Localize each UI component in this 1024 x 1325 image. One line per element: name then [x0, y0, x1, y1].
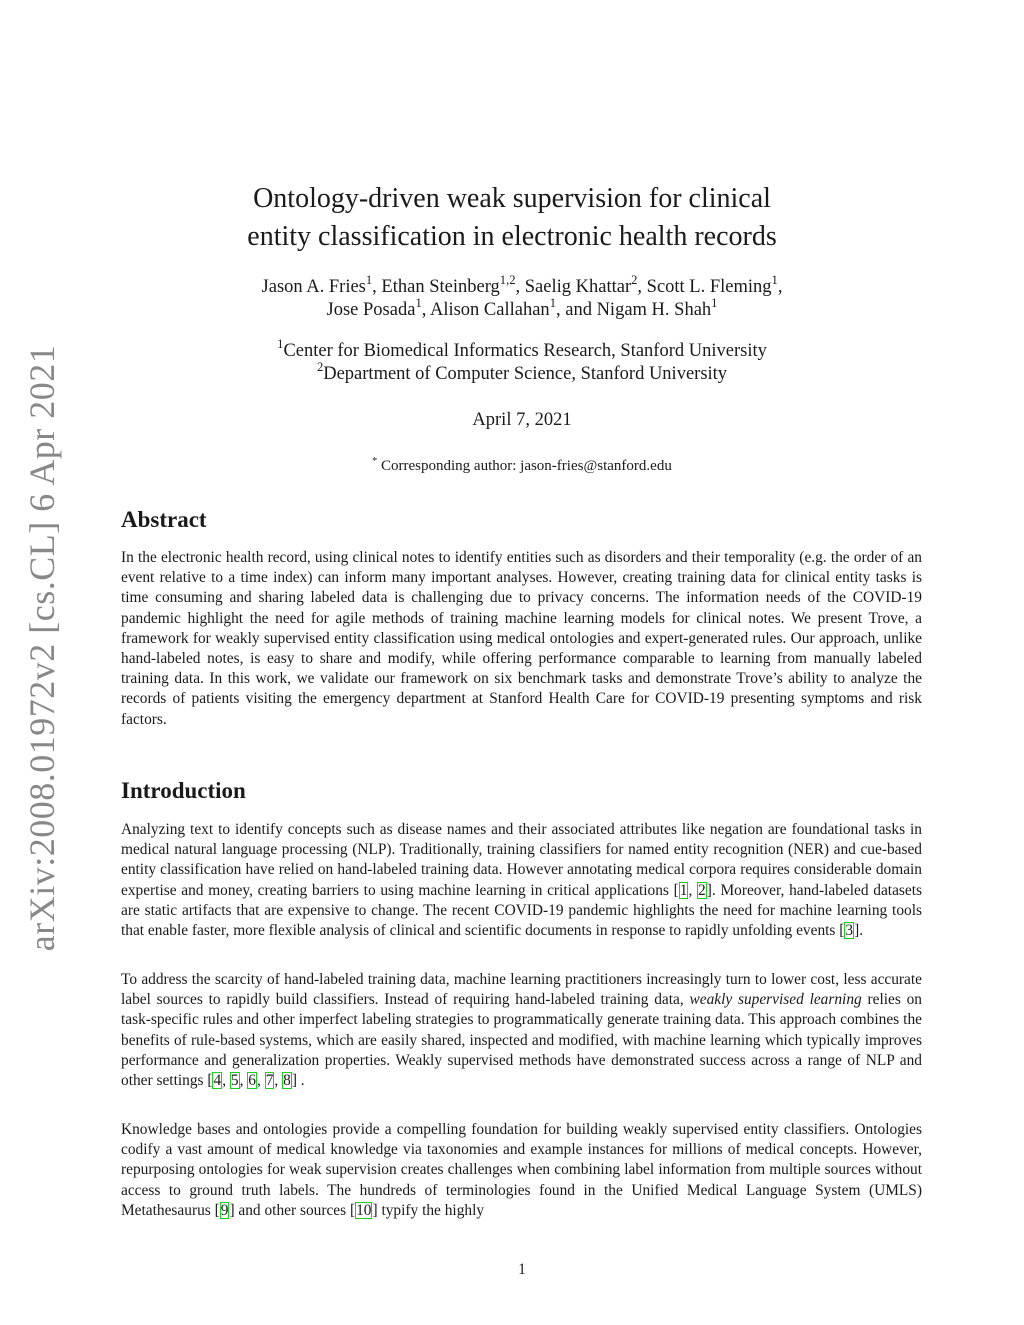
citation-link-6[interactable]: 6: [248, 1072, 256, 1090]
abstract-paragraph: In the electronic health record, using clinical notes to identify entities such as disorders and their temporality (e.g. the order of an event relative to a time index) can inform many important analyses. However, creating training data for clinical entity tasks is time consuming and sharing labeled data is challenging due to privacy concerns. The information needs of the COVID-19 pandemic highlight the need for agile methods of training machine learning models for clinical notes. We present Trove, a framework for weakly supervised entity classification using medical ontologies and expert-generated rules. Our approach, unlike hand-labeled notes, is easy to share and modify, while offering performance comparable to learning from manually labeled training data. In this work, we validate our framework on six benchmark tasks and demonstrate Trove’s ability to analyze the records of patients visiting the emergency department at Stanford Health Care for COVID-19 presenting symptoms and risk factors.: [121, 549, 922, 728]
citation-link-10[interactable]: 10: [356, 1201, 372, 1219]
author-line-1: [0, 273, 1024, 299]
emphasis-term: weakly supervised learning: [689, 991, 862, 1009]
author-name: Jose Posada: [326, 300, 416, 320]
citation-link-4[interactable]: 4: [213, 1072, 222, 1090]
author-name: , Saelig Khattar: [515, 277, 632, 297]
author-name: , and Nigam H. Shah: [555, 300, 712, 320]
paper-title: [0, 180, 1024, 256]
intro-paragraph-1: Analyzing text to identify concepts such as disease names and their associated attributes like negation are foundational tasks in medical natural language processing (NLP). Traditionally, training classifiers for named entity recognition (NER) and cue-based entity classification have relied on hand-labeled training data. However annotating medical corpora requires considerable domain expertise and money, creating barriers to using machine learning in critical applications [1, 2]. Moreover, hand-labeled datasets are static artifacts that are expensive to change. The recent COVID-19 pandemic highlights the need for machine learning tools that enable faster, more flexible analysis of clinical and scientific documents in response to rapidly unfolding events [3].: [121, 821, 922, 940]
author-affil-mark: 2: [631, 273, 638, 288]
abstract-body: [121, 548, 922, 730]
affiliation-2: $^2$Department of Computer Science, Stanford University: [316, 360, 728, 384]
citation-link-7[interactable]: 7: [265, 1072, 274, 1090]
affiliations: [0, 337, 1024, 386]
corresponding-author: [0, 457, 1024, 476]
author-name: Jason A. Fries: [261, 277, 366, 297]
author-separator: ,: [777, 277, 783, 297]
abstract-heading: Abstract: [121, 507, 207, 532]
introduction-heading: Introduction: [121, 778, 246, 803]
citation-link-9[interactable]: 9: [220, 1201, 229, 1219]
citation-link-8[interactable]: 8: [283, 1072, 291, 1090]
title-line-1: Ontology-driven weak supervision for clinical: [253, 183, 771, 214]
author-affil-mark: 1,2: [499, 273, 516, 288]
corresponding-text: Corresponding author: jason-fries@stanford.edu: [377, 458, 672, 474]
intro-paragraph-3: Knowledge bases and ontologies provide a compelling foundation for building weakly supervised entity classifiers. Ontologies codify a vast amount of medical knowledge via taxonomies and example instances for millions of medical concepts. However, repurposing ontologies for weak supervision creates challenges when combining label information from multiple sources without access to ground truth labels. The hundreds of terminologies found in the Unified Medical Language System (UMLS) Metathesaurus [9] and other sources [10] typify the highly: [121, 1121, 922, 1219]
author-affil-mark: 1: [771, 273, 778, 288]
author-name: , Ethan Steinberg: [372, 277, 500, 297]
intro-paragraph-2: To address the scarcity of hand-labeled training data, machine learning practitioners increasingly turn to lower cost, less accurate label sources to rapidly build classifiers. Instead of requiring hand-labeled training data, weakly supervised learning relies on task-specific rules and other imperfect labeling strategies to programmatically generate training data. This approach combines the benefits of rule-based systems, which are easily shared, inspected and modified, with machine learning which typically improves performance and generalization properties. Weakly supervised methods have demonstrated success across a range of NLP and other settings [4, 5, 6, 7, 8] .: [121, 971, 923, 1090]
citation-link-5[interactable]: 5: [230, 1072, 239, 1090]
title-line-2: entity classification in electronic health records: [247, 221, 777, 252]
citation-link-3[interactable]: 3: [845, 922, 854, 940]
author-line-2: [0, 296, 1024, 322]
page-number: 1: [518, 1261, 526, 1278]
author-affil-mark: 1: [711, 296, 718, 311]
author-name: , Alison Callahan: [421, 300, 550, 320]
arxiv-stamp: [14, 344, 70, 951]
author-affil-mark: 1: [415, 296, 422, 311]
author-list: [0, 273, 1024, 322]
citation-link-1[interactable]: 1: [679, 881, 688, 899]
corresponding-mark: *: [372, 455, 378, 467]
affiliation-1: $^1$Center for Biomedical Informatics Research, Stanford University: [277, 337, 767, 361]
author-name: , Scott L. Fleming: [637, 277, 772, 297]
author-affil-mark: 1: [549, 296, 556, 311]
author-affil-mark: 1: [365, 273, 373, 288]
arxiv-stamp-text: arXiv:2008.01972v2 [cs.CL] 6 Apr 2021: [22, 344, 62, 951]
citation-link-2[interactable]: 2: [698, 881, 706, 899]
paper-date: April 7, 2021: [472, 410, 572, 430]
